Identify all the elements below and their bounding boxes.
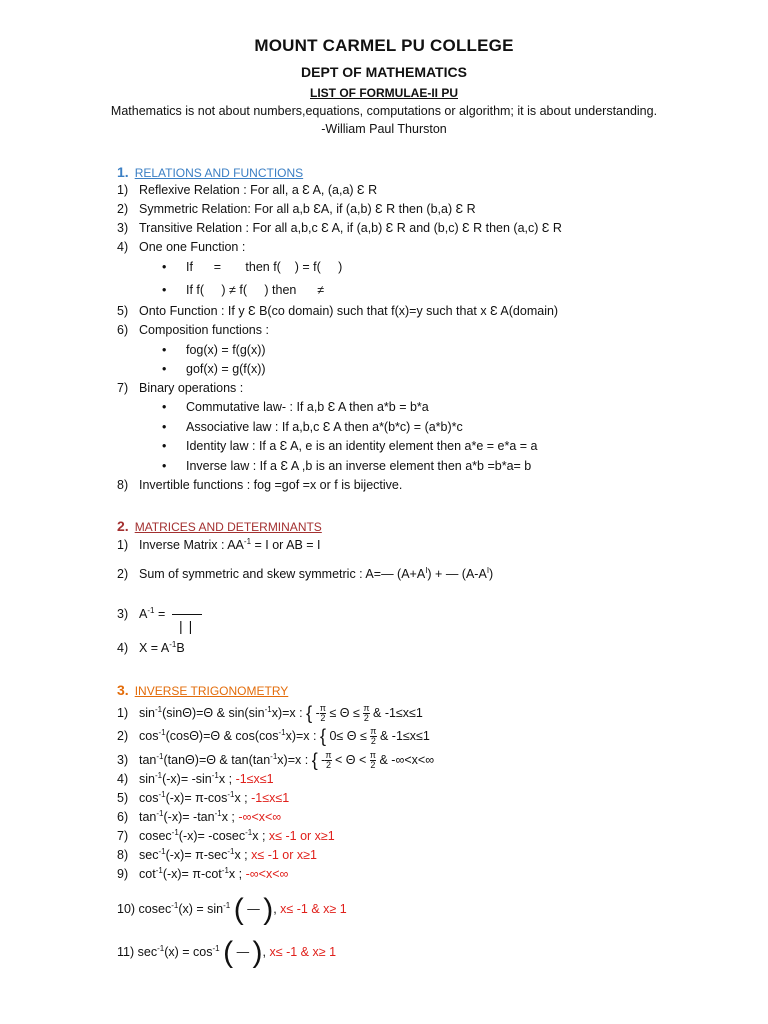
- formula-line: 7) Binary operations :: [117, 381, 244, 395]
- formula-line: 6) Composition functions :: [117, 323, 269, 337]
- section-heading-inverse-trig: [117, 682, 288, 698]
- section-number: 1.: [117, 164, 129, 180]
- formula-line: 4) $X = A^{-1}B$: [117, 640, 185, 655]
- formula-line: 1) Reflexive Relation : For all, a Ɛ A, (a,a) Ɛ R: [117, 183, 378, 197]
- list-title: LIST OF FORMULAE-II PU: [310, 86, 458, 100]
- bullet-item: • Identity law : If a Ɛ A, e is an identity element then a*e = e*a = a: [162, 439, 538, 453]
- formula-line: 5) $\cos^{-1}(-x)= \pi-\cos^{-1}x$ ; -1≤x≤1: [117, 790, 290, 805]
- bullet-item: • Associative law : If a,b,c Ɛ A then a*(b*c) = (a*b)*c: [162, 420, 463, 434]
- formula-line: 1) Inverse Matrix : $AA^{-1} = I$ or AB = I: [117, 537, 321, 552]
- bullet-item: • fog(x) = f(g(x)): [162, 343, 266, 357]
- formula-line: 3) $\tan^{-1}(\tan\Theta)=\Theta$ & $\tan(\tan^{-1}x)=x$ : { - $\frac{\pi}{2}$ < Θ < $\frac{\pi}{2}$ & -∞<x<∞: [117, 750, 435, 771]
- section-name: INVERSE TRIGONOMETRY: [134, 684, 289, 698]
- formula-line: 7) cosec$^{-1}$(-x)= -cosec$^{-1}$x ; x≤ -1 or x≥1: [117, 828, 335, 843]
- formula-line: 8) Invertible functions : fog =gof =x or f is bijective.: [117, 478, 403, 492]
- formula-line: 11) $\sec^{-1}(x) = \cos^{-1}$ ( — ), x≤ -1 & x≥ 1: [117, 936, 337, 969]
- department-title: DEPT OF MATHEMATICS: [301, 64, 467, 80]
- quote-author: -William Paul Thurston: [321, 122, 447, 136]
- section-number: 3.: [117, 682, 129, 698]
- formula-line: 2) Sum of symmetric and skew symmetric : A=— $(A+A^I)$ + — $(A-A^I)$: [117, 566, 494, 581]
- formula-line: 4) One one Function :: [117, 240, 246, 254]
- bullet-item: • If f( ) ≠ f( ) then ≠: [162, 283, 325, 297]
- formula-line: 3) Transitive Relation : For all a,b,c Ɛ A, if (a,b) Ɛ R and (b,c) Ɛ R then (a,c) Ɛ R: [117, 221, 562, 235]
- college-title: MOUNT CARMEL PU COLLEGE: [254, 36, 514, 55]
- section-name: RELATIONS AND FUNCTIONS: [134, 166, 304, 180]
- bullet-item: • Inverse law : If a Ɛ A ,b is an inverse element then a*b =b*a= b: [162, 459, 532, 473]
- section-name: MATRICES AND DETERMINANTS: [134, 520, 322, 534]
- bullet-item: • If = then f( ) = f( ): [162, 260, 343, 274]
- bullet-item: • Commutative law- : If a,b Ɛ A then a*b = b*a: [162, 400, 429, 414]
- formula-line: 6) $\tan^{-1}(-x)= -\tan^{-1}x$ ; -∞<x<∞: [117, 809, 282, 824]
- formula-line: 10) $cosec^{-1}(x) = \sin^{-1}$ ( — ), x≤ -1 & x≥ 1: [117, 893, 347, 926]
- formula-line: 1) $\sin^{-1}(\sin\Theta)=\Theta$ & $\sin(\sin^{-1}x)=x$ : { - $\frac{\pi}{2}$ ≤ Θ ≤ $\frac{\pi}{2}$ & -1≤x≤1: [117, 703, 423, 724]
- formula-line: 5) Onto Function : If y Ɛ B(co domain) such that f(x)=y such that x Ɛ A(domain): [117, 304, 559, 318]
- formula-line: 9) $\cot^{-1}(-x)= \pi-\cot^{-1}x$ ; -∞<x<∞: [117, 866, 289, 881]
- fraction-bar: [172, 614, 202, 615]
- quote: Mathematics is not about numbers,equations, computations or algorithm; it is about understanding.: [110, 104, 658, 118]
- determinant-bars: ||: [179, 618, 199, 634]
- formula-line: 8) $\sec^{-1}(-x)= \pi-\sec^{-1}x$ ; x≤ -1 or x≥1: [117, 847, 317, 862]
- formula-line: 4) $\sin^{-1}(-x)= -\sin^{-1}x$ ; -1≤x≤1: [117, 771, 274, 786]
- formula-line: 2) $\cos^{-1}(\cos\Theta)=\Theta$ & $\cos(\cos^{-1}x)=x$ : { 0≤ Θ ≤ $\frac{\pi}{2}$ & -1≤x≤1: [117, 726, 430, 747]
- section-number: 2.: [117, 518, 129, 534]
- formula-line: 2) Symmetric Relation: For all a,b ƐA, if (a,b) Ɛ R then (b,a) Ɛ R: [117, 202, 476, 216]
- section-heading-matrices: [117, 518, 322, 534]
- section-heading-relations: [117, 164, 303, 180]
- bullet-item: • gof(x) = g(f(x)): [162, 362, 266, 376]
- formula-line: 3) $A^{-1}$ =: [117, 606, 166, 621]
